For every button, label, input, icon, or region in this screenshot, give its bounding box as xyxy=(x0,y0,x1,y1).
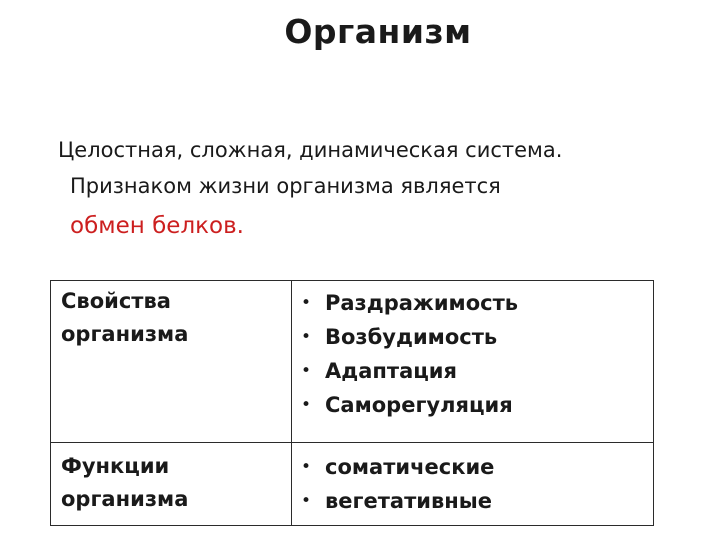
properties-list xyxy=(301,286,518,422)
organism-table xyxy=(50,280,654,526)
bullet-icon: • xyxy=(301,327,312,347)
column-divider xyxy=(291,281,292,525)
list-item: • Раздражимость xyxy=(301,286,518,320)
properties-label-cell xyxy=(61,285,188,351)
highlight-text: обмен белков. xyxy=(70,213,244,239)
list-item: • Возбудимость xyxy=(301,320,518,354)
bullet-icon: • xyxy=(301,361,312,381)
properties-label-line: Свойства xyxy=(61,289,171,313)
functions-label-line: Функции xyxy=(61,454,170,478)
life-sign-text: Признаком жизни организма является xyxy=(70,174,501,198)
list-item: • вегетативные xyxy=(301,484,494,518)
functions-label-line: организма xyxy=(61,487,189,511)
bullet-icon: • xyxy=(301,395,312,415)
bullet-icon: • xyxy=(301,491,312,511)
definition-text: Целостная, сложная, динамическая система. xyxy=(58,138,563,162)
functions-list xyxy=(301,450,494,518)
list-item: • соматические xyxy=(301,450,494,484)
row-divider xyxy=(51,442,653,443)
slide-title: Организм xyxy=(284,12,472,51)
properties-label-line: организма xyxy=(61,322,189,346)
list-item: • Саморегуляция xyxy=(301,388,518,422)
bullet-icon: • xyxy=(301,457,312,477)
bullet-icon: • xyxy=(301,293,312,313)
list-item: • Адаптация xyxy=(301,354,518,388)
functions-label-cell xyxy=(61,450,188,516)
